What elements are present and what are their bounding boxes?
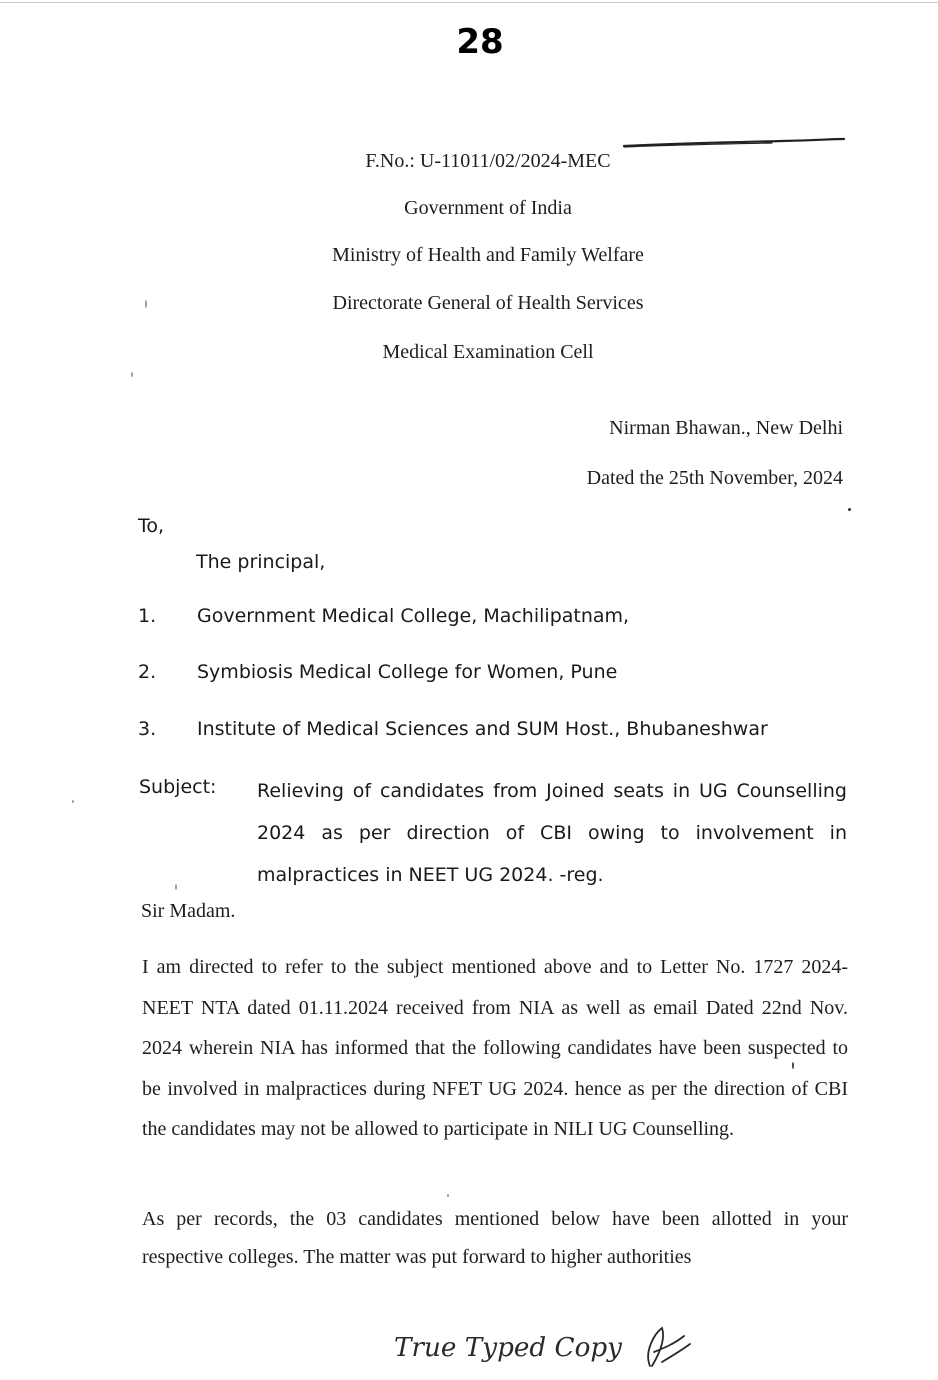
place-line: Nirman Bhawan., New Delhi xyxy=(609,417,843,439)
pen-stroke-mark xyxy=(622,136,846,152)
subject-label: Subject: xyxy=(139,776,217,798)
signature-initials xyxy=(648,1328,690,1366)
body-paragraph: As per records, the 03 candidates mentioned below have been allotted in your respective colleges. The matter was put forward to higher authorities xyxy=(142,1208,848,1268)
to-label: To, xyxy=(138,515,165,537)
handwritten-true-typed-copy xyxy=(392,1322,702,1372)
page-top-border xyxy=(0,2,938,3)
handwritten-note-text: True Typed Copy xyxy=(394,1333,623,1363)
date-line: Dated the 25th November, 2024 xyxy=(586,467,843,489)
scan-speck xyxy=(131,372,133,377)
body-paragraph: I am directed to refer to the subject mentioned above and to Letter No. 1727 2024-NEET NTA dated 01.11.2024 received from NIA as well as email Dated 22nd Nov. 2024 wherein NIA has informed that the following candidates have been suspected to be involved in malpractices during NFET UG 2024. hence as per the direction of CBI the candidates may not be allowed to participate in NILI UG Counselling. xyxy=(142,956,848,1141)
college-number: 2. xyxy=(138,661,157,683)
letterhead-cell: Medical Examination Cell xyxy=(382,341,594,363)
letterhead-government: Government of India xyxy=(404,197,572,219)
scan-speck xyxy=(848,508,851,511)
letterhead-directorate: Directorate General of Health Services xyxy=(332,292,644,314)
scan-speck xyxy=(145,300,147,308)
scan-speck xyxy=(792,1062,794,1069)
letterhead-ministry: Ministry of Health and Family Welfare xyxy=(332,244,644,266)
college-name: Government Medical College, Machilipatnam, xyxy=(197,605,630,627)
scan-speck xyxy=(447,1194,449,1197)
subject-text: Relieving of candidates from Joined seats in UG Counselling 2024 as per direction of CBI owing to involvement in malpractices in NEET UG 2024. -reg. xyxy=(257,780,847,886)
college-number: 1. xyxy=(138,605,157,627)
file-number: F.No.: U-11011/02/2024-MEC xyxy=(365,150,611,172)
addressee-designation: The principal, xyxy=(196,551,326,573)
college-name: Institute of Medical Sciences and SUM Host., Bhubaneshwar xyxy=(197,718,768,740)
college-name: Symbiosis Medical College for Women, Pune xyxy=(197,661,618,683)
page-number: 28 xyxy=(456,22,504,62)
salutation: Sir Madam. xyxy=(141,900,236,922)
scan-speck xyxy=(175,884,177,890)
scan-speck xyxy=(72,800,74,803)
college-number: 3. xyxy=(138,718,157,740)
